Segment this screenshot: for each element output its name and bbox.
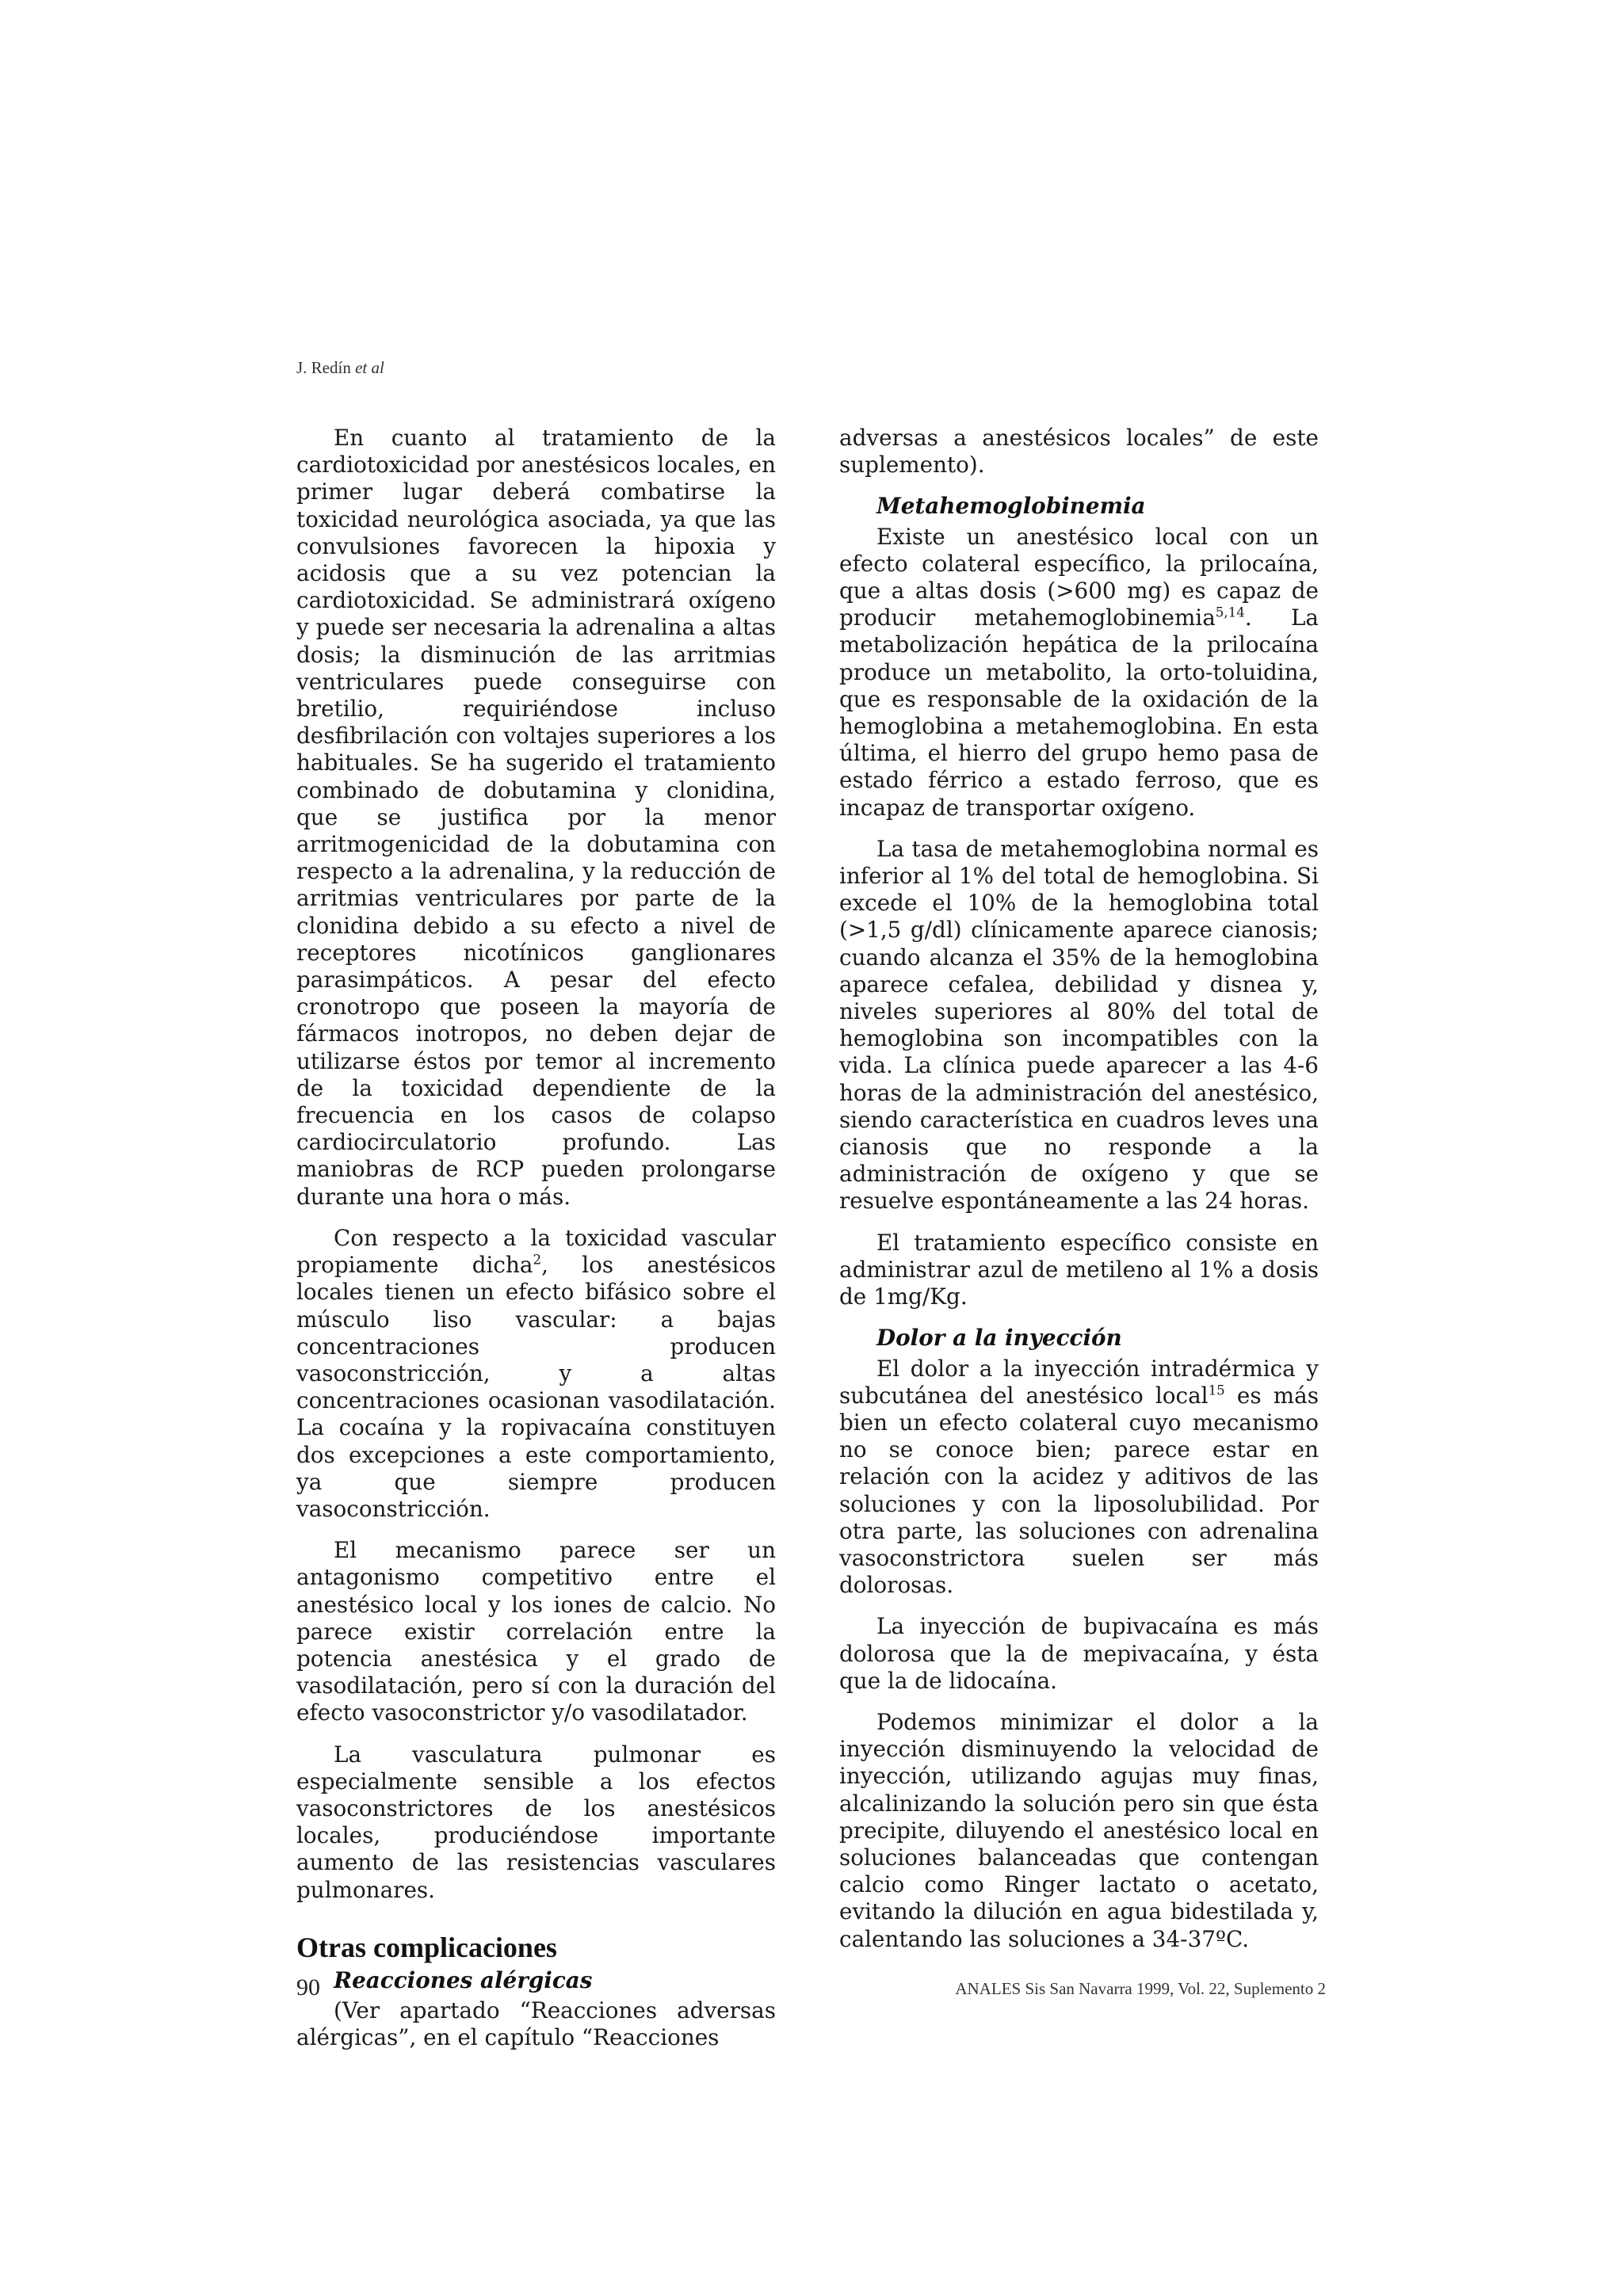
subsection-heading: Reacciones alérgicas: [334, 1966, 593, 1993]
subsection-heading: Metahemoglobinemia: [876, 493, 1146, 520]
paragraph: La tasa de metahemoglobina normal es inferior al 1% del total de hemoglobina. Si excede el 10% de la hemoglobina total (>1,5 g/dl) clínicamente aparece cianosis; cuando alcanza el 35% de la hemoglobina aparece cefalea, debilidad y disnea y, niveles superiores al 80% del total de hemoglobina son incompatibles con la vida. La clínica puede aparecer a las 4-6 horas de la administración del anestésico, siendo característica en cuadros leves una cianosis que no responde a la administración de oxígeno y que se resuelve espontáneamente a las 24 horas.: [839, 835, 1319, 1215]
paragraph: adversas a anestésicos locales” de este suplemento).: [839, 425, 1319, 479]
paragraph: (Ver apartado “Reacciones adversas alérgicas”, en el capítulo “Reacciones: [296, 1997, 776, 2051]
citation-superscript: 15: [1208, 1383, 1225, 1398]
running-head-etal: et al: [355, 358, 384, 377]
paragraph: El tratamiento específico consiste en administrar azul de metileno al 1% a dosis de 1mg/Kg.: [839, 1229, 1319, 1310]
paragraph: El dolor a la inyección intradérmica y subcutánea del anestésico local$^{15}$ es más bien un efecto colateral cuyo mecanismo no se conoce bien; parece estar en relación con la acidez y aditivos de las soluciones y con la liposolubilidad. Por otra parte, las soluciones con adrenalina vasoconstrictora suelen ser más dolorosas.: [839, 1355, 1319, 1599]
paragraph: El mecanismo parece ser un antagonismo competitivo entre el anestésico local y los iones de calcio. No parece existir correlación entre la potencia anestésica y el grado de vasodilatación, pero sí con la duración del efecto vasoconstrictor y/o vasodilatador.: [296, 1537, 776, 1726]
paragraph: La inyección de bupivacaína es más dolorosa que la de mepivacaína, y ésta que la de lidocaína.: [839, 1613, 1319, 1694]
section-heading: Otras complicaciones: [296, 1931, 557, 1963]
paragraph: En cuanto al tratamiento de la cardiotoxicidad por anestésicos locales, en primer lugar deberá combatirse la toxicidad neurológica asociada, ya que las convulsiones favorecen la hipoxia y acidosis que a su vez potencian la cardiotoxicidad. Se administrará oxígeno y puede ser necesaria la adrenalina a altas dosis; la disminución de las arritmias ventriculares puede conseguirse con bretilio, requiriéndose incluso desfibrilación con voltajes superiores a los habituales. Se ha sugerido el tratamiento combinado de dobutamina y clonidina, que se justifica por la menor arritmogenicidad de la dobutamina con respecto a la adrenalina, y la reducción de arritmias ventriculares por parte de la clonidina debido a su efecto a nivel de receptores nicotínicos ganglionares parasimpáticos. A pesar del efecto cronotropo que poseen la mayoría de fármacos inotropos, no deben dejar de utilizarse éstos por temor al incremento de la toxicidad dependiente de la frecuencia en los casos de colapso cardiocirculatorio profundo. Las maniobras de RCP pueden prolongarse durante una hora o más.: [296, 425, 776, 1210]
running-head-author: J. Redín: [296, 358, 351, 377]
subsection-heading: Dolor a la inyección: [876, 1325, 1122, 1352]
journal-citation: ANALES Sis San Navarra 1999, Vol. 22, Suplemento 2: [955, 1979, 1326, 1998]
running-head: [296, 358, 384, 378]
paragraph: Existe un anestésico local con un efecto colateral específico, la prilocaína, que a altas dosis (>600 mg) es capaz de producir metahemoglobinemia$^{5,14}$. La metabolización hepática de la prilocaína produce un metabolito, la orto-toluidina, que es responsable de la oxidación de la hemoglobina a metahemoglobina. En esta última, el hierro del grupo hemo pasa de estado férrico a estado ferroso, que es incapaz de transportar oxígeno.: [839, 523, 1319, 821]
paragraph: Con respecto a la toxicidad vascular propiamente dicha$^2$, los anestésicos locales tienen un efecto bifásico sobre el músculo liso vascular: a bajas concentraciones producen vasoconstricción, y a altas concentraciones ocasionan vasodilatación. La cocaína y la ropivacaína constituyen dos excepciones a este comportamiento, ya que siempre producen vasoconstricción.: [296, 1224, 776, 1522]
paragraph: La vasculatura pulmonar es especialmente sensible a los efectos vasoconstrictores de los anestésicos locales, produciéndose importante aumento de las resistencias vasculares pulmonares.: [296, 1741, 776, 1903]
citation-superscript: 2: [533, 1252, 542, 1268]
right-column: [839, 425, 1319, 1967]
page-number: 90: [296, 1974, 320, 2000]
citation-superscript: 5,14: [1215, 605, 1245, 620]
paragraph: Podemos minimizar el dolor a la inyección disminuyendo la velocidad de inyección, utilizando agujas muy finas, alcalinizando la solución pero sin que ésta precipite, diluyendo el anestésico local en soluciones balanceadas que contengan calcio como Ringer lactato o acetato, evitando la dilución en agua bidestilada y, calentando las soluciones a 34-37ºC.: [839, 1708, 1319, 1952]
left-column: [296, 425, 776, 2065]
